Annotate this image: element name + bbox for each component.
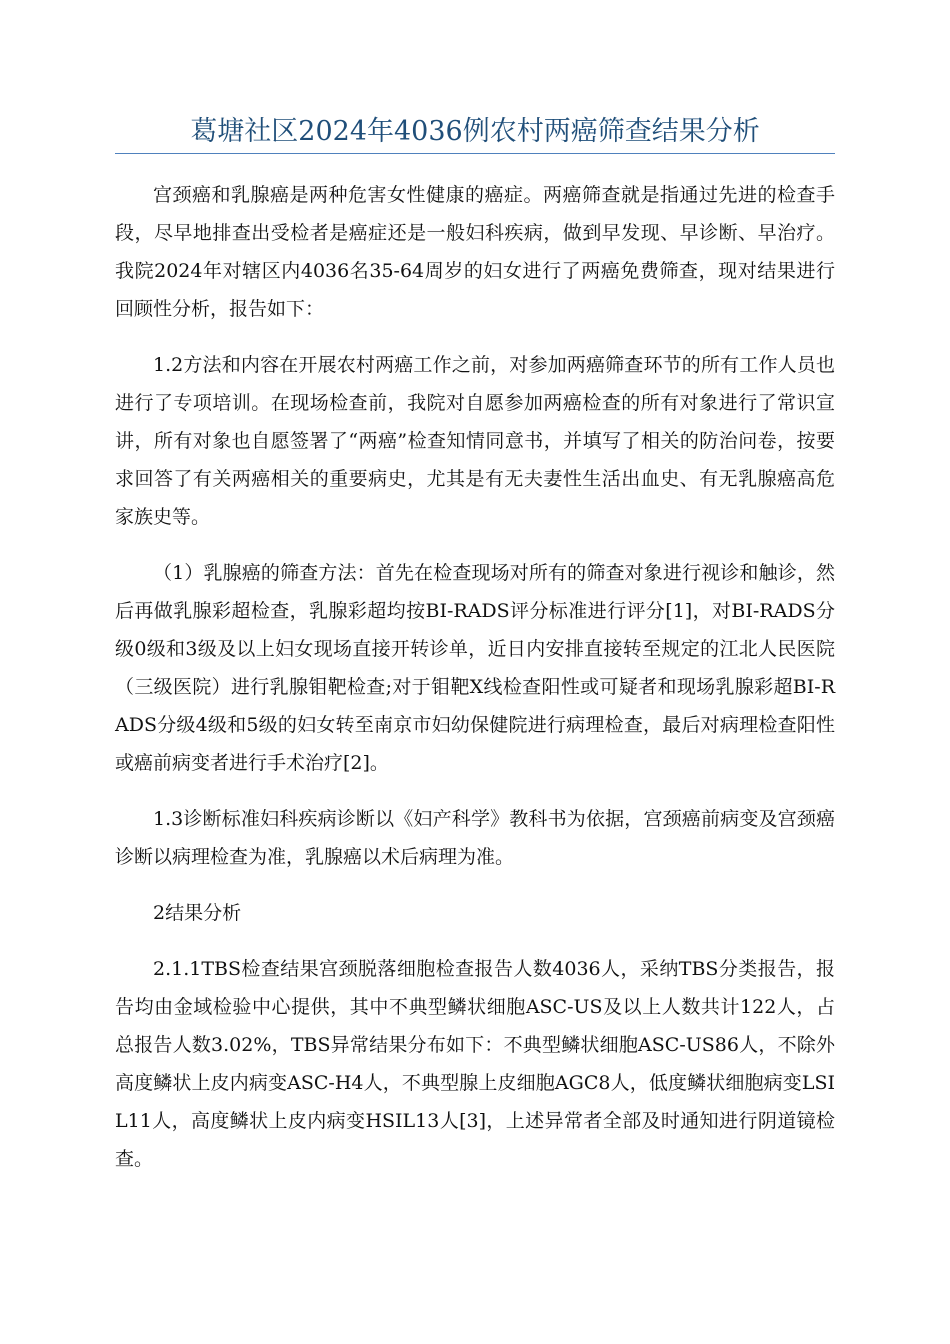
paragraph-intro: 宫颈癌和乳腺癌是两种危害女性健康的癌症。两癌筛查就是指通过先进的检查手段，尽早地排查出受检者是癌症还是一般妇科疾病，做到早发现、早诊断、早治疗。我院2024年对辖区内4036名35-64周岁的妇女进行了两癌免费筛查，现对结果进行回顾性分析，报告如下： <box>115 184 835 320</box>
paragraph-breast-screening: （1）乳腺癌的筛查方法：首先在检查现场对所有的筛查对象进行视诊和触诊，然后再做乳腺彩超检查，乳腺彩超均按BI-RADS评分标准进行评分[1]，对BI-RADS分级0级和3级及以上妇女现场直接开转诊单，近日内安排直接转至规定的江北人民医院（三级医院）进行乳腺钼靶检查;对于钼靶X线检查阳性或可疑者和现场乳腺彩超BI-RADS分级4级和5级的妇女转至南京市妇幼保健院进行病理检查，最后对病理检查阳性或癌前病变者进行手术治疗[2]。 <box>115 562 835 774</box>
title-underline <box>115 153 835 154</box>
paragraph-diagnostic-criteria: 1.3诊断标准妇科疾病诊断以《妇产科学》教科书为依据，宫颈癌前病变及宫颈癌诊断以病理检查为准，乳腺癌以术后病理为准。 <box>115 808 835 868</box>
section-heading-results: 2结果分析 <box>153 902 242 924</box>
document-title: 葛塘社区2024年4036例农村两癌筛查结果分析 <box>190 116 760 147</box>
paragraph-methods: 1.2方法和内容在开展农村两癌工作之前，对参加两癌筛查环节的所有工作人员也进行了专项培训。在现场检查前，我院对自愿参加两癌检查的所有对象进行了常识宣讲，所有对象也自愿签署了“两癌”检查知情同意书，并填写了相关的防治问卷，按要求回答了有关两癌相关的重要病史，尤其是有无夫妻性生活出血史、有无乳腺癌高危家族史等。 <box>115 354 835 528</box>
paragraph-tbs-results: 2.1.1TBS检查结果宫颈脱落细胞检查报告人数4036人，采纳TBS分类报告，报告均由金域检验中心提供，其中不典型鳞状细胞ASC-US及以上人数共计122人，占总报告人数3.02%，TBS异常结果分布如下：不典型鳞状细胞ASC-US86人，不除外高度鳞状上皮内病变ASC-H4人，不典型腺上皮细胞AGC8人，低度鳞状细胞病变LSIL11人，高度鳞状上皮内病变HSIL13人[3]，上述异常者全部及时通知进行阴道镜检查。 <box>115 958 835 1170</box>
document-body <box>115 176 835 1196</box>
